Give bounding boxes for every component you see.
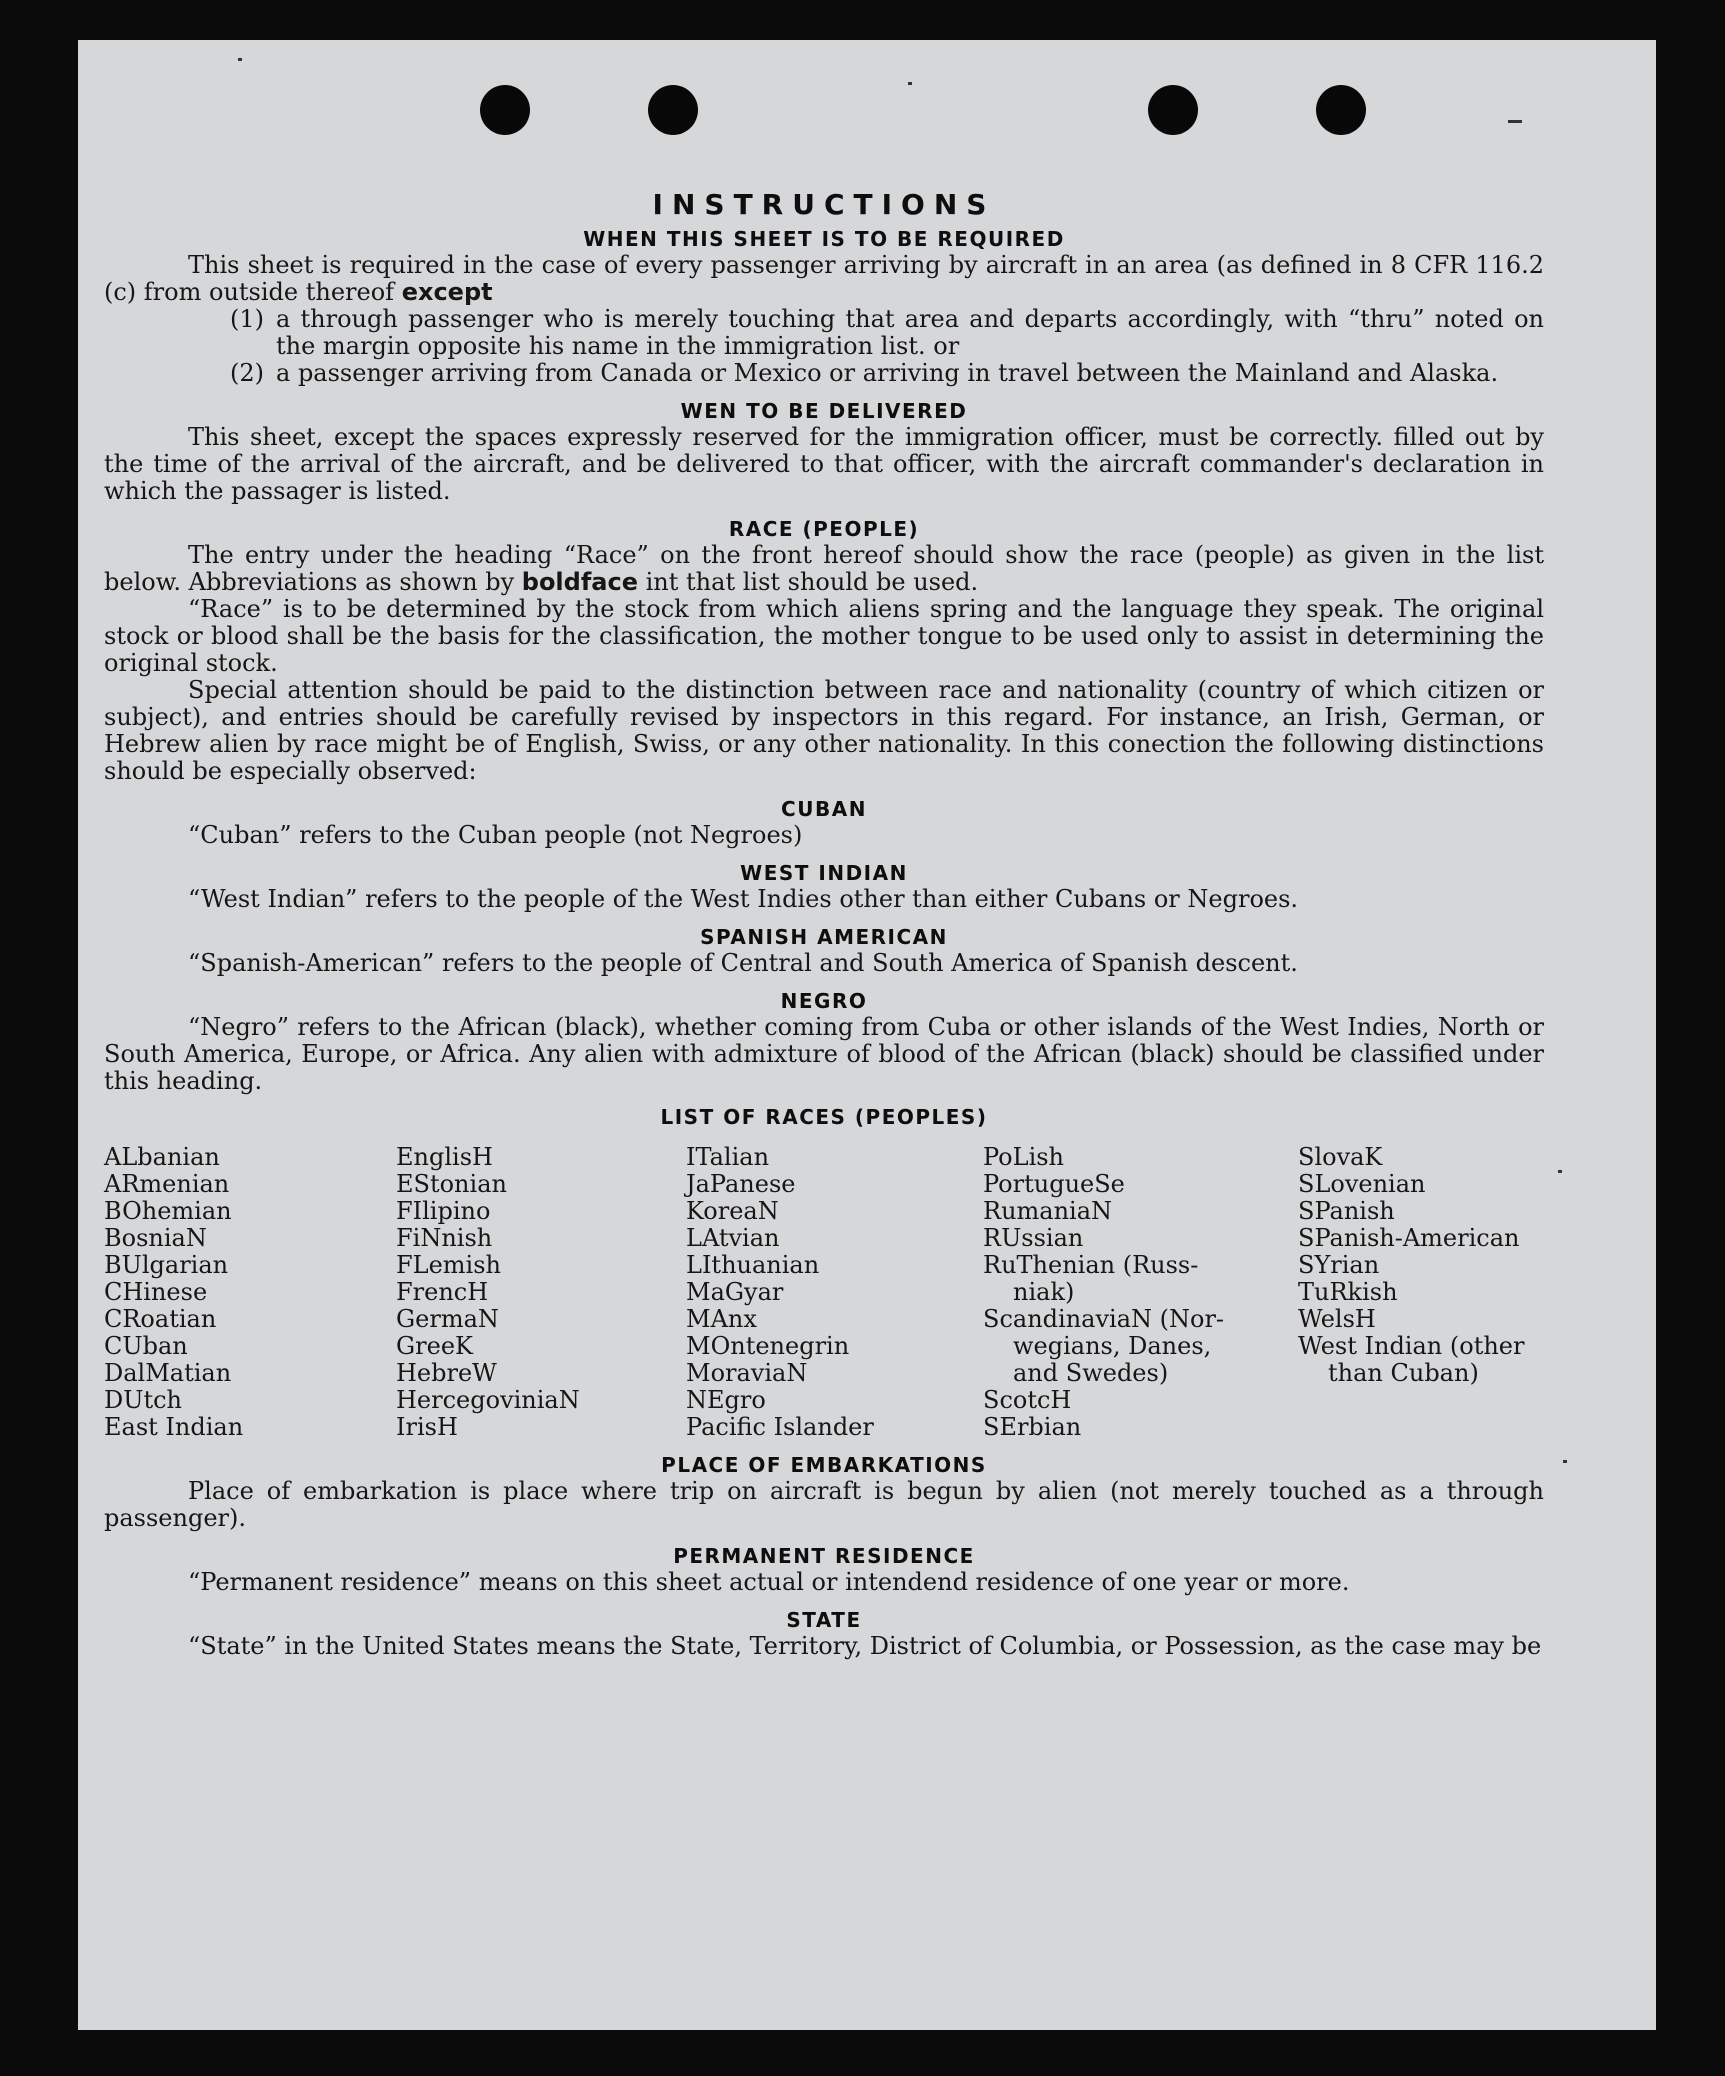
section-heading-west-indian: WEST INDIAN [740,861,908,885]
document-sheet [78,40,1656,2030]
race-list-item: CRoatian [104,1305,217,1333]
race-list-item: than Cuban) [1328,1359,1479,1387]
race-list-item: EStonian [396,1170,507,1198]
race-list-item: RumaniaN [983,1197,1113,1225]
race-list-item: IrisH [396,1413,458,1441]
race-list-item: MaGyar [686,1278,784,1306]
race-list-item: SYrian [1298,1251,1380,1279]
race-list-item: and Swedes) [1013,1359,1169,1387]
race-list-item: ALbanian [104,1143,220,1171]
race-list-item: GreeK [396,1332,473,1360]
race-list-item: West Indian (other [1298,1332,1525,1360]
race-list-item: NEgro [686,1386,766,1414]
paper-speck [1558,1170,1562,1173]
race-list-item: SErbian [983,1413,1082,1441]
races-column-3 [686,1144,983,1441]
races-column-2 [396,1144,686,1441]
paper-speck [238,58,242,61]
paper-speck [908,82,912,85]
race-list-item: MAnx [686,1305,757,1333]
races-list [104,1144,1544,1441]
race-list-item: LIthuanian [686,1251,820,1279]
race-list-item: HebreW [396,1359,497,1387]
punch-hole [1148,85,1198,135]
section-heading-spanish-american: SPANISH AMERICAN [700,925,948,949]
race-list-item: SLovenian [1298,1170,1426,1198]
delivered-text: This sheet, except the spaces expressly reserved for the immigration officer, must be correctly. filled out by the time of the arrival of the aircraft, and be delivered to that officer, with the aircraft commander's declaration in which the passager is listed. [104,423,1544,505]
paper-speck [1508,120,1522,123]
punch-hole [648,85,698,135]
race-list-item: WelsH [1298,1305,1376,1333]
race-list-item: RUssian [983,1224,1084,1252]
race-list-item: MoraviaN [686,1359,808,1387]
race-list-item: wegians, Danes, [1013,1332,1212,1360]
race-list-item: JaPanese [686,1170,796,1198]
embarkation-text: Place of embarkation is place where trip on aircraft is begun by alien (not merely touched as a through passenger). [104,1477,1544,1532]
race-list-item: PortugueSe [983,1170,1125,1198]
exception-item-2: (2) a passenger arriving from Canada or Mexico or arriving in travel between the Mainland and Alaska. [230,359,1499,387]
race-list-item: FIlipino [396,1197,491,1225]
boldface-emphasis: boldface [521,568,638,596]
residence-text: “Permanent residence” means on this sheet actual or intendend residence of one year or more. [188,1568,1350,1596]
race-list-item: TuRkish [1298,1278,1398,1306]
race-list-item: FiNnish [396,1224,493,1252]
race-list-item: niak) [1013,1278,1075,1306]
west-indian-text: “West Indian” refers to the people of the West Indies other than either Cubans or Negroes. [188,885,1299,913]
section-heading-negro: NEGRO [780,989,868,1013]
section-heading-when-delivered: WEN TO BE DELIVERED [680,399,968,423]
races-column-5 [1298,1144,1544,1441]
race-list-item: HercegoviniaN [396,1386,580,1414]
required-intro: This sheet is required in the case of every passenger arriving by aircraft in an area (as defined in 8 CFR 116.2 (c) from outside thereof except [104,251,1544,306]
race-list-item: RuThenian (Russ- [983,1251,1199,1279]
race-list-item: BOhemian [104,1197,232,1225]
race-list-item: FrencH [396,1278,489,1306]
race-list-item: PoLish [983,1143,1065,1171]
race-list-item: FLemish [396,1251,501,1279]
race-list-item: BosniaN [104,1224,207,1252]
punch-hole [1316,85,1366,135]
except-emphasis: except [401,278,493,306]
section-heading-race: RACE (PEOPLE) [728,517,920,541]
races-column-4 [983,1144,1298,1441]
exception-item-1: (1) a through passenger who is merely touching that area and departs accordingly, with “thru” noted on the margin opposite his name in the immigration list. or [230,305,1544,360]
race-list-item: ARmenian [104,1170,230,1198]
section-heading-list-of-races: LIST OF RACES (PEOPLES) [660,1105,988,1129]
race-paragraph-1: The entry under the heading “Race” on the front hereof should show the race (people) as given in the list below. Abbreviations as shown by boldface int that list should be used. [104,541,1544,596]
race-list-item: LAtvian [686,1224,780,1252]
page-title: INSTRUCTIONS [652,188,996,221]
race-list-item: SlovaK [1298,1143,1383,1171]
state-text: “State” in the United States means the State, Territory, District of Columbia, or Possession, as the case may be [188,1632,1542,1660]
race-list-item: KoreaN [686,1197,779,1225]
race-list-item: SPanish [1298,1197,1395,1225]
spanish-american-text: “Spanish-American” refers to the people of Central and South America of Spanish descent. [188,949,1298,977]
race-list-item: ITalian [686,1143,770,1171]
race-list-item: GermaN [396,1305,499,1333]
race-list-item: CUban [104,1332,188,1360]
cuban-text: “Cuban” refers to the Cuban people (not Negroes) [188,821,803,849]
races-column-1 [104,1144,396,1441]
race-list-item: Pacific Islander [686,1413,874,1441]
punch-hole [480,85,530,135]
race-list-item: ScotcH [983,1386,1072,1414]
paper-speck [1563,1460,1567,1463]
race-list-item: CHinese [104,1278,208,1306]
race-list-item: BUlgarian [104,1251,229,1279]
race-list-item: DUtch [104,1386,183,1414]
race-list-item: EnglisH [396,1143,493,1171]
race-paragraph-3: Special attention should be paid to the distinction between race and nationality (country of which citizen or subject), and entries should be carefully revised by inspectors in this regard. For instance, an Irish, German, or Hebrew alien by race might be of English, Swiss, or any other nationality. In this conection the following distinctions should be especially observed: [104,676,1544,785]
section-heading-embarkation: PLACE OF EMBARKATIONS [661,1453,987,1477]
instructions-content [104,188,1544,1660]
race-list-item: ScandinaviaN (Nor- [983,1305,1225,1333]
race-list-item: SPanish-American [1298,1224,1520,1252]
section-heading-cuban: CUBAN [781,797,867,821]
race-list-item: East Indian [104,1413,244,1441]
race-list-item: MOntenegrin [686,1332,850,1360]
section-heading-permanent-residence: PERMANENT RESIDENCE [673,1544,975,1568]
race-paragraph-2: “Race” is to be determined by the stock from which aliens spring and the language they speak. The original stock or blood shall be the basis for the classification, the mother tongue to be used only to assist in determining the original stock. [104,595,1544,677]
negro-text: “Negro” refers to the African (black), whether coming from Cuba or other islands of the West Indies, North or South America, Europe, or Africa. Any alien with admixture of blood of the African (black) should be classified under this heading. [104,1013,1544,1095]
section-heading-state: STATE [786,1608,862,1632]
section-heading-when-required: WHEN THIS SHEET IS TO BE REQUIRED [583,227,1065,251]
race-list-item: DalMatian [104,1359,232,1387]
